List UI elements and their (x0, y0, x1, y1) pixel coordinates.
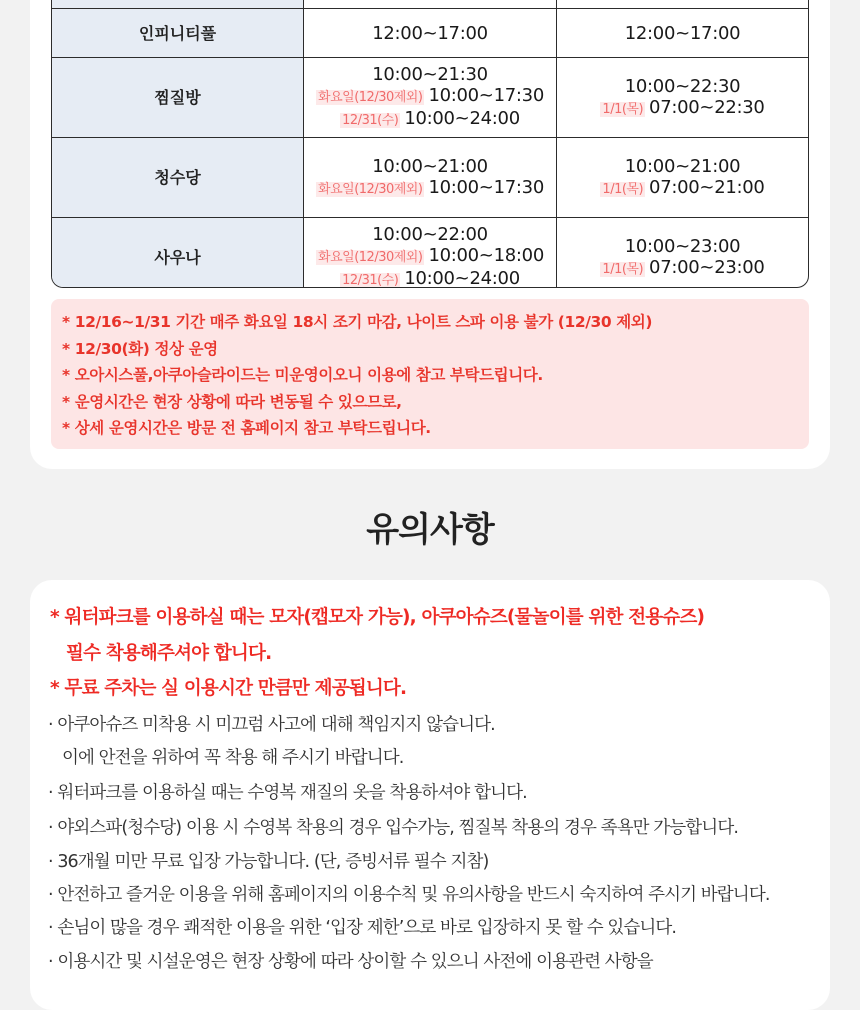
exception-time: 10:00~18:00 (428, 245, 544, 266)
facility-name: 찜질방 (52, 58, 304, 137)
exception-tag: 1/1(목) (602, 261, 644, 277)
precaution-item: · 아쿠아슈즈 미착용 시 미끄럼 사고에 대해 책임지지 않습니다. (48, 715, 495, 735)
hours-cell (304, 58, 557, 137)
notice-line: * 운영시간은 현장 상황에 따라 변동될 수 있으므로, (62, 392, 402, 411)
warning-line: * 워터파크를 이용하실 때는 모자(캡모자 가능), 아쿠아슈즈(물놀이를 위한 전용슈즈) (50, 607, 705, 628)
exception-tag: 화요일(12/30제외) (318, 90, 423, 105)
precautions-title: 유의사항 (366, 510, 494, 550)
exception-time: 07:00~21:00 (649, 176, 765, 198)
hours-cell (557, 138, 808, 217)
hours-cell (557, 218, 808, 288)
main-hours: 10:00~21:30 (372, 64, 488, 85)
exception-hours (340, 108, 520, 131)
exception-hours (316, 177, 544, 200)
main-hours: 10:00~22:00 (372, 224, 488, 245)
exception-tag: 화요일(12/30제외) (318, 181, 423, 197)
main-hours: 10:00~23:00 (624, 235, 741, 257)
precaution-item: · 워터파크를 이용하실 때는 수영복 재질의 옷을 착용하셔야 합니다. (48, 783, 527, 803)
hours-cell (304, 9, 557, 57)
exception-hours (316, 245, 544, 268)
main-hours: 10:00~21:00 (624, 155, 741, 177)
hours-cell (557, 9, 808, 57)
facility-name: 인피니티풀 (52, 9, 304, 57)
warning-line: 필수 착용해주셔야 합니다. (66, 643, 272, 664)
table-row (52, 218, 808, 288)
precaution-item: · 손님이 많을 경우 쾌적한 이용을 위한 ‘입장 제한’으로 바로 입장하지 못 할 수 있습니다. (48, 918, 677, 938)
exception-hours (600, 97, 764, 120)
hours-notice-box (51, 299, 809, 449)
facility-name: 사우나 (52, 218, 304, 288)
table-row-partial (52, 0, 808, 9)
facility-name: 청수당 (52, 138, 304, 217)
warning-line: * 무료 주차는 실 이용시간 만큼만 제공됩니다. (50, 678, 407, 699)
hours-cell (304, 218, 557, 288)
exception-time: 10:00~17:30 (428, 85, 544, 106)
main-hours: 10:00~21:00 (372, 155, 488, 177)
table-row (52, 58, 808, 138)
exception-tag: 1/1(목) (602, 101, 644, 117)
exception-hours (316, 85, 544, 108)
exception-time: 07:00~22:30 (649, 96, 765, 118)
exception-hours (600, 177, 764, 200)
hours-cell (304, 138, 557, 217)
operating-hours-table (51, 0, 809, 288)
exception-time: 10:00~17:30 (428, 176, 544, 198)
exception-tag: 화요일(12/30제외) (318, 250, 423, 265)
exception-hours (600, 257, 764, 280)
notice-line: * 오아시스풀,아쿠아슬라이드는 미운영이오니 이용에 참고 부탁드립니다. (62, 366, 543, 384)
exception-tag: 12/31(수) (342, 273, 399, 288)
main-hours: 10:00~22:30 (624, 75, 741, 97)
exception-time: 10:00~24:00 (404, 268, 520, 288)
exception-time: 10:00~24:00 (404, 108, 520, 129)
table-row (52, 138, 808, 218)
table-row (52, 9, 808, 58)
hours-cell (557, 58, 808, 137)
main-hours: 12:00~17:00 (624, 22, 741, 44)
notice-line: * 상세 운영시간은 방문 전 홈페이지 참고 부탁드립니다. (62, 419, 431, 437)
exception-time: 07:00~23:00 (649, 256, 765, 278)
exception-tag: 1/1(목) (602, 181, 644, 197)
precaution-item: · 안전하고 즐거운 이용을 위해 홈페이지의 이용수칙 및 유의사항을 반드시 숙지하여 주시기 바랍니다. (48, 885, 770, 905)
precaution-item: 이에 안전을 위하여 꼭 착용 해 주시기 바랍니다. (62, 748, 404, 768)
notice-line: * 12/30(화) 정상 운영 (62, 339, 218, 358)
exception-hours (340, 268, 520, 288)
main-hours: 12:00~17:00 (372, 22, 488, 44)
precaution-item: · 36개월 미만 무료 입장 가능합니다. (단, 증빙서류 필수 지참) (48, 852, 489, 872)
precaution-item: · 야외스파(청수당) 이용 시 수영복 착용의 경우 입수가능, 찜질복 착용의 경우 족욕만 가능합니다. (48, 818, 738, 838)
precaution-item: · 이용시간 및 시설운영은 현장 상황에 따라 상이할 수 있으니 사전에 이용관련 사항을 (48, 952, 653, 972)
notice-line: * 12/16~1/31 기간 매주 화요일 18시 조기 마감, 나이트 스파 이용 불가 (12/30 제외) (62, 313, 653, 331)
exception-tag: 12/31(수) (342, 113, 399, 128)
